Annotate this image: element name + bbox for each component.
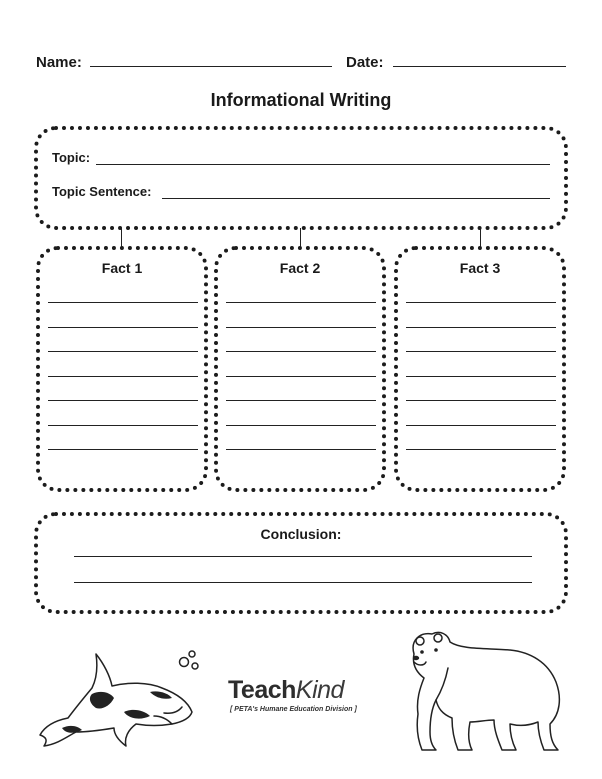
topic-field[interactable]	[96, 164, 550, 165]
page-title: Informational Writing	[210, 90, 392, 110]
fact-writing-line[interactable]	[226, 449, 376, 450]
fact-writing-line[interactable]	[226, 376, 376, 377]
fact-writing-line[interactable]	[406, 351, 556, 352]
logo-kind: Kind	[295, 676, 344, 704]
date-field[interactable]	[393, 66, 566, 67]
conclusion-label: Conclusion:	[260, 526, 342, 542]
fact-writing-line[interactable]	[226, 327, 376, 328]
orca-icon	[32, 640, 217, 750]
fact-writing-line[interactable]	[226, 351, 376, 352]
topic-sentence-label: Topic Sentence:	[52, 184, 152, 199]
teachkind-logo	[228, 676, 378, 713]
fact-writing-line[interactable]	[48, 351, 198, 352]
fact-title: Fact 2	[279, 260, 321, 276]
date-label: Date:	[346, 54, 384, 71]
fact-writing-line[interactable]	[406, 327, 556, 328]
fact-writing-line[interactable]	[48, 302, 198, 303]
fact-box-1	[36, 246, 208, 492]
fact-writing-line[interactable]	[48, 376, 198, 377]
fact-writing-line[interactable]	[226, 425, 376, 426]
topic-box	[34, 126, 568, 230]
logo-tagline: [ PETA's Humane Education Division ]	[230, 706, 357, 713]
topic-label: Topic:	[52, 150, 91, 165]
fact-box-3	[394, 246, 566, 492]
fact-writing-line[interactable]	[406, 376, 556, 377]
conclusion-line-2[interactable]	[74, 582, 532, 583]
logo-teach: Teach	[228, 676, 296, 704]
fact-writing-line[interactable]	[406, 449, 556, 450]
fact-writing-line[interactable]	[226, 400, 376, 401]
connector-fact-1	[121, 228, 122, 248]
fact-box-2	[214, 246, 386, 492]
connector-fact-3	[480, 228, 481, 248]
fact-writing-line[interactable]	[48, 400, 198, 401]
conclusion-box	[34, 512, 568, 614]
polar-bear-icon	[398, 628, 573, 758]
fact-writing-line[interactable]	[226, 302, 376, 303]
topic-sentence-field[interactable]	[162, 198, 550, 199]
fact-writing-line[interactable]	[406, 302, 556, 303]
fact-writing-line[interactable]	[406, 425, 556, 426]
fact-title: Fact 1	[101, 260, 143, 276]
fact-writing-line[interactable]	[48, 327, 198, 328]
name-field[interactable]	[90, 66, 332, 67]
fact-writing-line[interactable]	[48, 449, 198, 450]
fact-writing-line[interactable]	[406, 400, 556, 401]
conclusion-line-1[interactable]	[74, 556, 532, 557]
connector-fact-2	[300, 228, 301, 248]
fact-title: Fact 3	[459, 260, 501, 276]
fact-writing-line[interactable]	[48, 425, 198, 426]
name-label: Name:	[36, 54, 82, 71]
